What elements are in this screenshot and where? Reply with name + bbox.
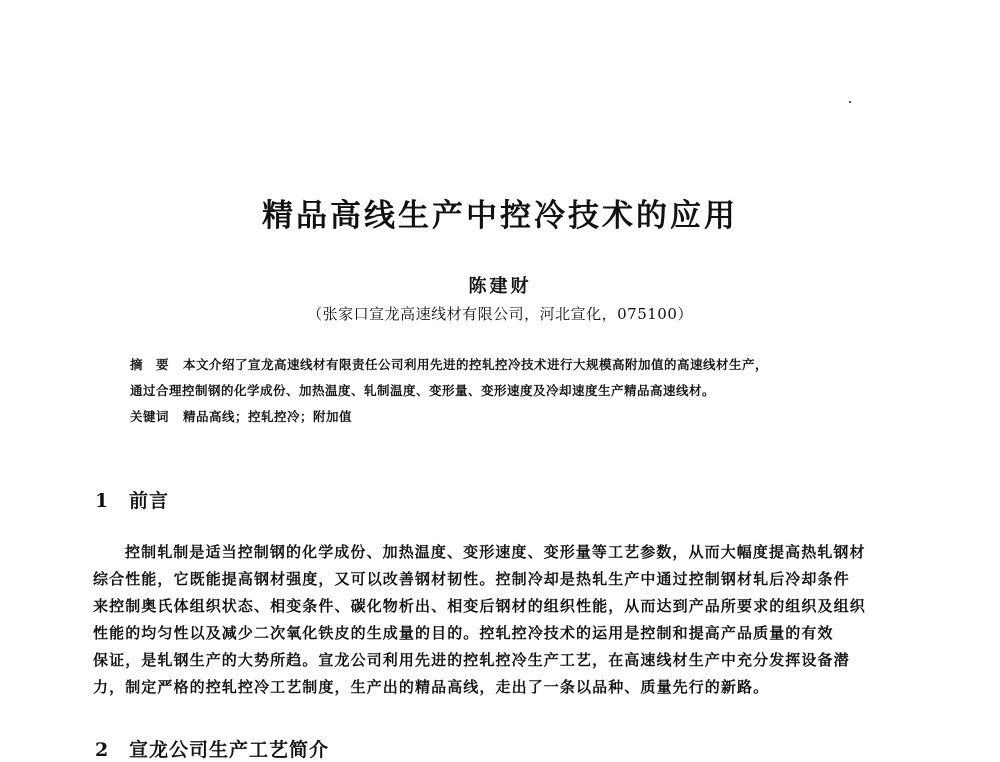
section-heading-1 [95,486,169,513]
keywords-line [130,404,910,430]
section-title: 宣龙公司生产工艺简介 [129,739,330,761]
section-heading-2 [95,735,329,762]
paragraph-line: 力，制定严格的控轧控冷工艺制度，生产出的精品高线，走出了一条以品种、质量先行的新路。 [93,678,770,696]
paragraph-line: 性能的均匀性以及减少二次氧化铁皮的生成量的目的。控轧控冷技术的运用是控制和提高产品质量的有效 [93,624,834,642]
author-affiliation: （张家口宣龙高速线材有限公司，河北宣化，075100） [307,305,693,323]
paragraph-line: 综合性能，它既能提高钢材强度，又可以改善钢材韧性。控制冷却是热轧生产中通过控制钢材轧后冷却条件 [93,570,850,588]
keywords-text: 精品高线；控轧控冷；附加值 [183,409,353,424]
paragraph-line: 来控制奥氏体组织状态、相变条件、碳化物析出、相变后钢材的组织性能，从而达到产品所要求的组织及组织 [93,597,866,615]
section-number: 1 [95,490,110,512]
paper-title: 精品高线生产中控冷技术的应用 [262,198,738,234]
section-title: 前言 [129,490,170,512]
abstract-line-2: 通过合理控制钢的化学成份、加热温度、轧制温度、变形量、变形速度及冷却速度生产精品高速线材。 [130,383,716,398]
paragraph-line: 控制轧制是适当控制钢的化学成份、加热温度、变形速度、变形量等工艺参数，从而大幅度提高热轧钢材 [125,543,866,561]
section-1-paragraph [93,539,913,701]
abstract-text-1: 本文介绍了宣龙高速线材有限责任公司利用先进的控轧控冷技术进行大规模高附加值的高速线材生产， [183,357,769,372]
scan-speck [849,101,851,103]
paragraph-line: 保证，是轧钢生产的大势所趋。宣龙公司利用先进的控轧控冷生产工艺，在高速线材生产中充分发挥设备潜 [93,651,850,669]
section-number: 2 [95,739,110,761]
keywords-label: 关键词 [130,409,170,424]
abstract-block [130,352,910,430]
author-name: 陈建财 [468,276,532,297]
abstract-line-1 [130,352,910,378]
abstract-label: 摘 要 [130,357,170,372]
